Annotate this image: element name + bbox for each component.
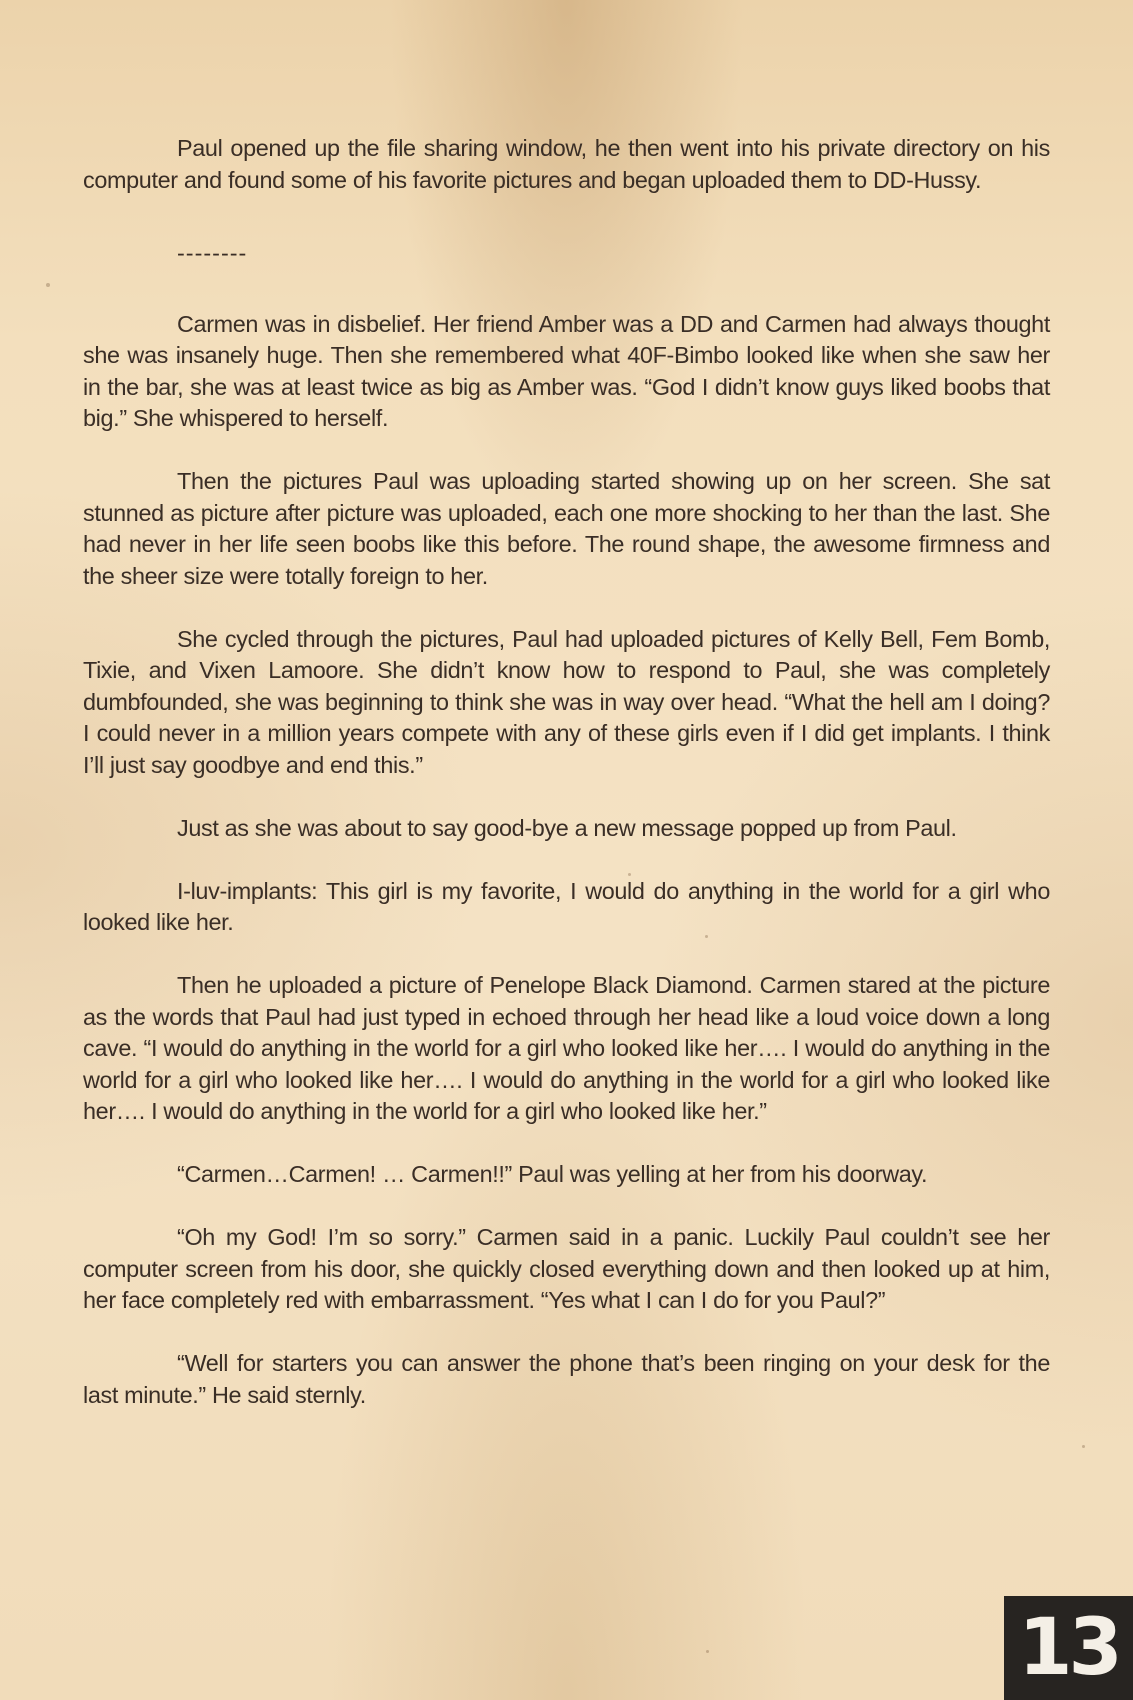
page-number-box	[1004, 1596, 1133, 1700]
paragraph: Carmen was in disbelief. Her friend Amber was a DD and Carmen had always thought she was insanely huge. Then she remembered what 40F-Bimbo looked like when she saw her in the bar, she was at least twice as big as Amber was. “God I didn’t know guys liked boobs that big.” She whispered to herself.	[83, 310, 1050, 431]
paragraph: Paul opened up the file sharing window, he then went into his private directory on his computer and found some of his favorite pictures and began uploaded them to DD-Hussy.	[83, 135, 1050, 193]
paragraph: Just as she was about to say good-bye a new message popped up from Paul.	[177, 814, 957, 841]
paragraph: “Oh my God! I’m so sorry.” Carmen said in a panic. Luckily Paul couldn’t see her computer screen from his door, she quickly closed everything down and then looked up at him, her face completely red with embarrassment. “Yes what I can I do for you Paul?”	[83, 1224, 1050, 1313]
paper-speck	[1082, 1445, 1085, 1448]
paragraph: Then he uploaded a picture of Penelope Black Diamond. Carmen stared at the picture as the words that Paul had just typed in echoed through her head like a loud voice down a long cave. “I would do anything in the world for a girl who looked like her…. I would do anything in the world for a girl who looked like her…. I would do anything in the world for a girl who looked like her…. I would do anything in the world for a girl who looked like her.”	[83, 972, 1050, 1124]
scene-separator: --------	[177, 239, 248, 266]
page-number: 13	[1018, 1603, 1119, 1693]
paragraph: She cycled through the pictures, Paul had uploaded pictures of Kelly Bell, Fem Bomb, Tixie, and Vixen Lamoore. She didn’t know how to respond to Paul, she was completely dumbfounded, she was beginning to think she was in way over head. “What the hell am I doing? I could never in a million years compete with any of these girls even if I did get implants. I think I’ll just say goodbye and end this.”	[83, 625, 1050, 778]
paragraph: “Well for starters you can answer the phone that’s been ringing on your desk for the last minute.” He said sternly.	[83, 1350, 1050, 1408]
paragraph: “Carmen…Carmen! … Carmen!!” Paul was yelling at her from his doorway.	[177, 1161, 928, 1187]
story-text	[83, 133, 1050, 1411]
paragraph: Then the pictures Paul was uploading started showing up on her screen. She sat stunned as picture after picture was uploaded, each one more shocking to her than the last. She had never in her life seen boobs like this before. The round shape, the awesome firmness and the sheer size were totally foreign to her.	[83, 468, 1050, 589]
paper-speck	[706, 1650, 709, 1653]
paragraph: I-luv-implants: This girl is my favorite, I would do anything in the world for a girl who looked like her.	[83, 877, 1050, 935]
paper-speck	[46, 283, 50, 287]
